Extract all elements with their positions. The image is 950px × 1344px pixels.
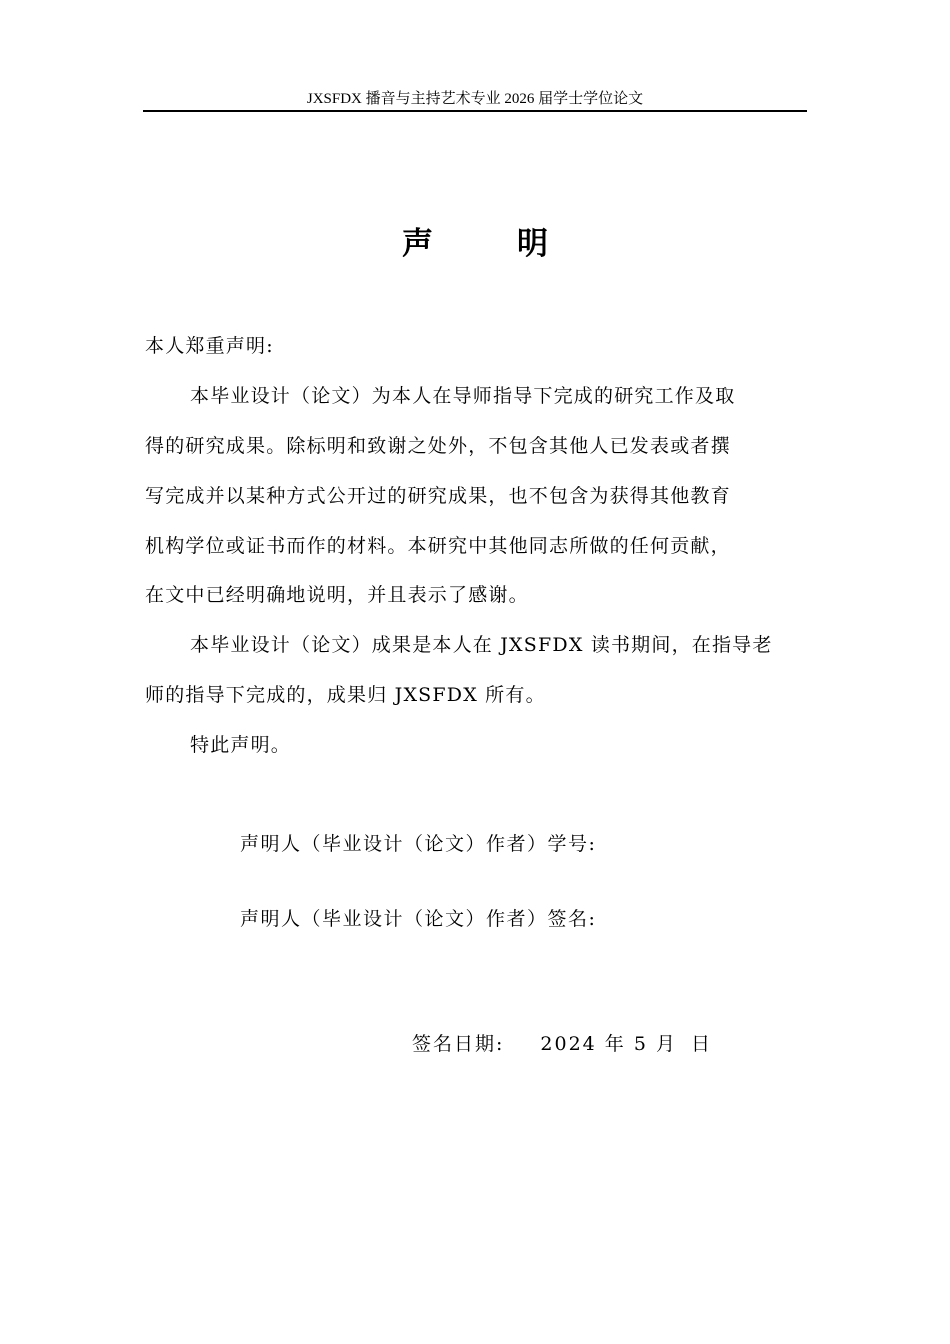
page-title-char-2: 明	[517, 226, 548, 262]
signature-date-value: 2024 年 5 月	[540, 1033, 677, 1055]
student-id-label: 声明人（毕业设计（论文）作者）学号:	[240, 833, 597, 855]
paragraph-1-line-5: 在文中已经明确地说明，并且表示了感谢。	[145, 584, 529, 606]
paragraph-1-line-2: 得的研究成果。除标明和致谢之处外，不包含其他人已发表或者撰	[145, 435, 731, 457]
signature-date-label: 签名日期:	[412, 1033, 505, 1055]
running-header: JXSFDX 播音与主持艺术专业 2026 届学士学位论文	[306, 91, 644, 107]
closing-statement: 特此声明。	[190, 734, 292, 756]
page-title	[0, 224, 950, 264]
paragraph-1-line-4: 机构学位或证书而作的材料。本研究中其他同志所做的任何贡献，	[145, 535, 731, 557]
salutation: 本人郑重声明:	[145, 335, 274, 357]
paragraph-2-line-1: 本毕业设计（论文）成果是本人在 JXSFDX 读书期间，在指导老	[190, 634, 773, 656]
page-title-char-1: 声	[402, 226, 433, 262]
signature-day-label: 日	[690, 1033, 712, 1055]
signature-date-row	[412, 1031, 712, 1057]
paragraph-1-line-3: 写完成并以某种方式公开过的研究成果，也不包含为获得其他教育	[145, 485, 731, 507]
signature-label: 声明人（毕业设计（论文）作者）签名:	[240, 908, 597, 930]
header-rule	[143, 110, 807, 112]
paragraph-1-line-1: 本毕业设计（论文）为本人在导师指导下完成的研究工作及取	[190, 385, 736, 407]
paragraph-2-line-2: 师的指导下完成的，成果归 JXSFDX 所有。	[145, 684, 546, 706]
